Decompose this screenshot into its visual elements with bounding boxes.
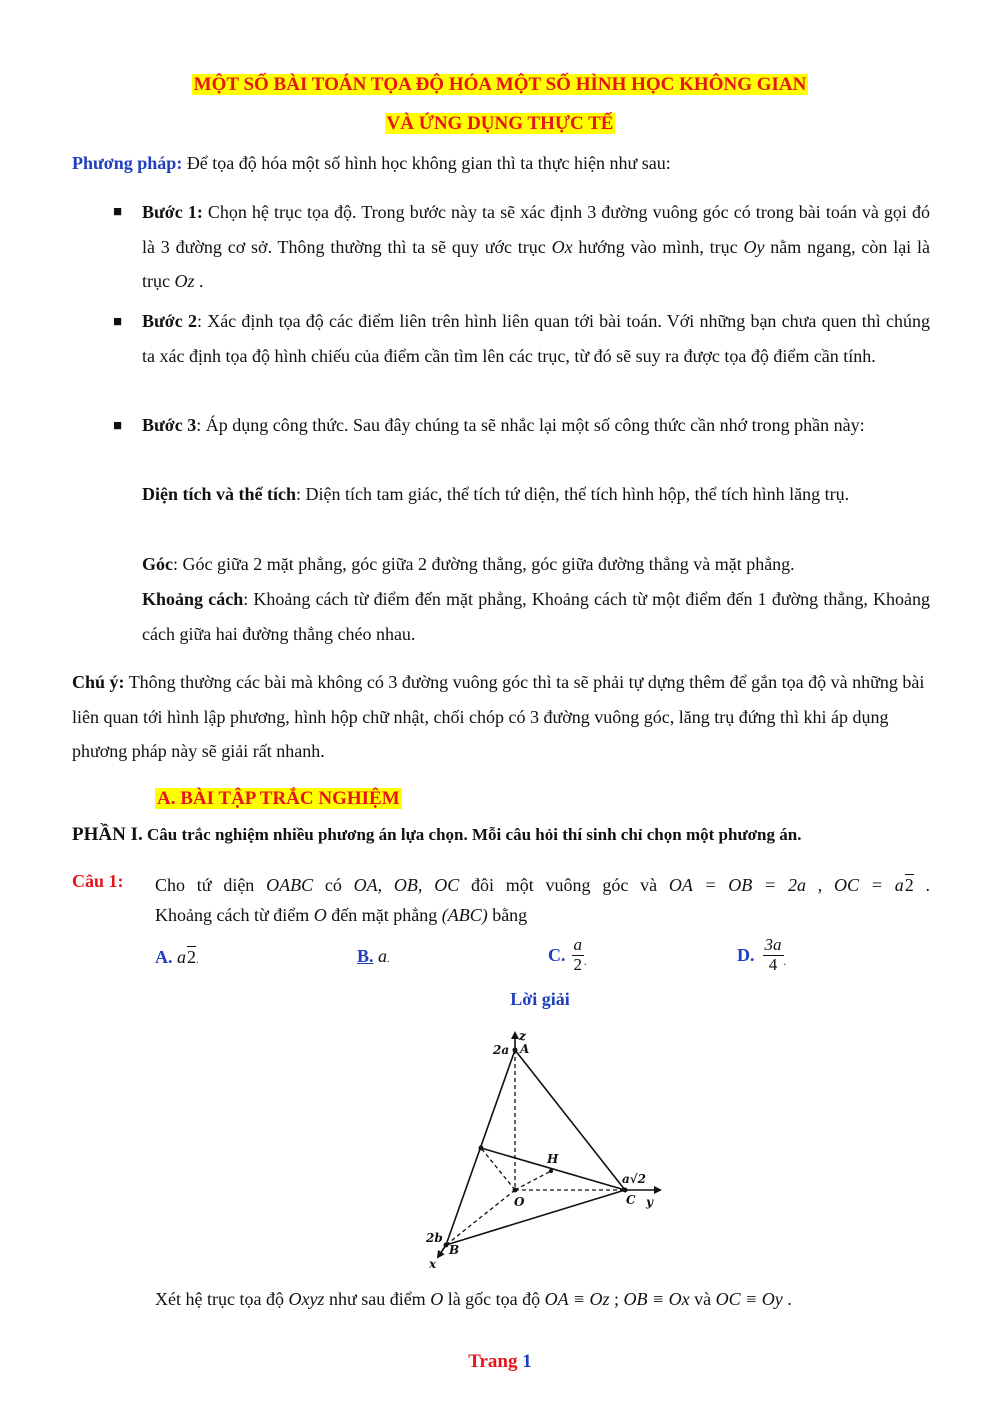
page-number: 1 [522,1351,532,1372]
edge-ac [515,1050,625,1190]
fraction: $\frac{3a}{4}$ [764,935,782,974]
question-1-line1: Cho tứ diện OABC có OA, OB, OC đôi một vuông góc và OA = OB = 2a , OC = a2 . [155,875,931,895]
formula-area-volume: Diện tích và thể tích: Diện tích tam giác, thể tích tứ diện, thể tích hình hộp, thể tích hình lăng trụ. [142,484,850,504]
label-b: B [449,1243,460,1257]
page-footer [0,1351,1000,1373]
part-1-heading: PHẦN I. Câu trắc nghiệm nhiều phương án lựa chọn. Mỗi câu hỏi thí sinh chỉ chọn một phương án. [72,824,802,845]
solution-label: Lời giải [510,989,570,1009]
edge-oh [515,1171,551,1190]
point-b [444,1243,449,1248]
step-3: Bước 3: Áp dụng công thức. Sau đây chúng ta sẽ nhắc lại một số công thức cần nhớ trong phần này: [142,415,865,435]
label-z: z [519,1029,526,1043]
option-d[interactable]: D. $\frac{3a}{4}$ . [737,935,786,974]
method-label: Phương pháp: [72,153,183,173]
note-paragraph: Chú ý: Thông thường các bài mà không có 3 đường vuông góc thì ta sẽ phải tự dựng thêm để gắn tọa độ và những bài liên quan tới hình lập phương, hình hộp chữ nhật, chối chóp có 3 đường vuông góc, lăng trụ đứng thì khi áp dụng phương pháp này sẽ giải rất nhanh. [72,672,925,761]
label-y: y [646,1195,653,1209]
point-c [623,1188,628,1193]
point-foot [479,1146,484,1151]
step-1: Bước 1: Chọn hệ trục tọa độ. Trong bước này ta sẽ xác định 3 đường vuông góc có trong bài toán và gọi đó là 3 đường cơ sở. Thông thường thì ta sẽ quy ước trục Ox hướng vào mình, trục Oy nằm ngang, còn lại là trục Oz . [142,202,930,291]
label-a: A [520,1042,530,1056]
page-label: Trang [468,1351,518,1372]
bullet-square-icon: ■ [113,204,123,220]
edge-o-foot [481,1148,515,1190]
point-a [513,1048,518,1053]
option-b[interactable]: B. a. [357,946,390,966]
edge-bc [446,1190,625,1245]
section-a-heading: A. BÀI TẬP TRẮC NGHIỆM [157,788,400,809]
sqrt-symbol: 2 [904,875,914,895]
question-1-line2: Khoảng cách từ điểm O đến mặt phẳng (ABC) bằng [155,905,528,925]
label-h: H [547,1152,559,1166]
option-a[interactable]: A. a2. [155,947,199,967]
formula-distance: Khoảng cách: Khoảng cách từ điểm đến mặt phẳng, Khoảng cách từ một điểm đến 1 đường thẳng, Khoảng cách giữa hai đường thẳng chéo nhau. [142,589,930,644]
point-h [549,1169,553,1173]
step-2: Bước 2: Xác định tọa độ các điểm liên trên hình liên quan tới bài toán. Với những bạn chưa quen thì chúng ta xác định tọa độ hình chiếu của điểm cần tìm lên các trục, từ đó sẽ suy ra được tọa độ điểm cần tính. [142,311,930,366]
doc-title-line1: MỘT SỐ BÀI TOÁN TỌA ĐỘ HÓA MỘT SỐ HÌNH HỌC KHÔNG GIAN [193,74,807,95]
doc-title-line2: VÀ ỨNG DỤNG THỰC TẾ [386,113,614,134]
label-2a: 2a [493,1043,510,1057]
label-x: x [429,1257,437,1271]
bullet-square-icon: ■ [113,418,123,434]
bullet-square-icon: ■ [113,314,123,330]
tetrahedron-figure [420,1025,680,1275]
point-o [513,1188,518,1193]
formula-angle: Góc: Góc giữa 2 mặt phẳng, góc giữa 2 đường thẳng, góc giữa đường thẳng và mặt phẳng. [142,554,795,574]
label-2b: 2b [426,1231,443,1245]
question-1-label: Câu 1: [72,871,124,891]
fraction: $\frac{a}{2}$ [573,935,582,974]
option-c[interactable]: C. $\frac{a}{2}$ . [548,935,587,974]
label-o: O [514,1195,525,1209]
label-a-sqrt2: a√2 [622,1172,647,1186]
method-paragraph: Phương pháp: Để tọa độ hóa một số hình học không gian thì ta thực hiện như sau: [72,153,671,173]
conclusion-line: Xét hệ trục tọa độ Oxyz như sau điểm O là gốc tọa độ OA ≡ Oz ; OB ≡ Ox và OC ≡ Oy . [155,1289,792,1309]
label-c: C [626,1193,636,1207]
